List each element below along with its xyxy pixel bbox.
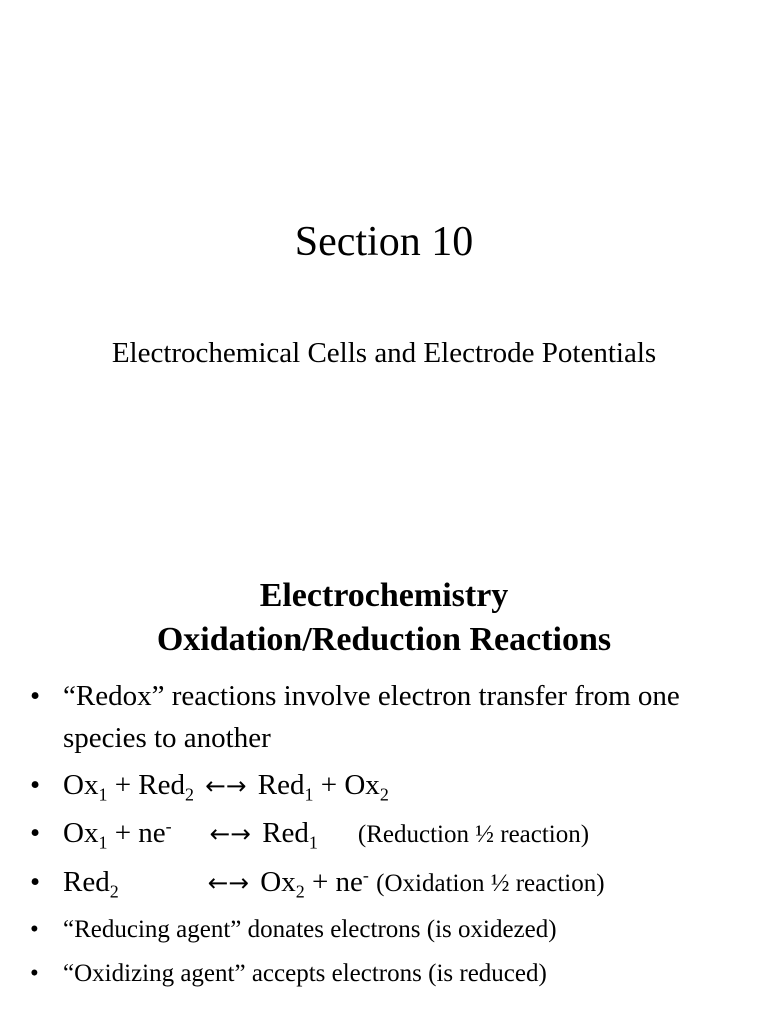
- subscript: 2: [185, 784, 194, 805]
- plus-sign: +: [107, 769, 139, 801]
- term-red: Red: [262, 817, 309, 849]
- slide-title-line-1: Electrochemistry: [259, 577, 509, 614]
- redox-equation: [63, 769, 389, 805]
- slide-title: [0, 574, 768, 662]
- subscript: 2: [109, 881, 119, 902]
- oxidation-equation: [63, 865, 605, 902]
- term-ox: Ox: [344, 769, 380, 801]
- plus-electrons: + ne: [107, 817, 166, 849]
- subscript: 1: [308, 832, 318, 853]
- section-title: Section 10: [294, 219, 474, 265]
- bullet-list: [30, 675, 750, 998]
- term-red: Red: [63, 866, 110, 898]
- equilibrium-arrow-icon: ←→: [209, 819, 251, 848]
- subscript: 1: [98, 784, 108, 805]
- bullet-oxidizing-agent: • “Oxidizing agent” accepts electrons (is reduced): [30, 954, 750, 993]
- superscript: -: [165, 816, 172, 837]
- equilibrium-arrow-icon: ←→: [207, 868, 249, 897]
- plus-sign: +: [313, 769, 345, 801]
- reaction-note: (Oxidation ½ reaction): [376, 870, 605, 897]
- term-ox: Ox: [63, 817, 99, 849]
- term-ox: Ox: [63, 769, 99, 801]
- bullet-oxidation-half-reaction: [30, 861, 750, 905]
- term-red: Red: [138, 769, 186, 801]
- subscript: 2: [295, 881, 305, 902]
- term-red: Red: [257, 769, 305, 801]
- bullet-redox-equation: [30, 764, 750, 807]
- slide-title-line-2: Oxidation/Reduction Reactions: [156, 621, 612, 658]
- subscript: 2: [379, 784, 389, 805]
- equilibrium-arrow-icon: ←→: [205, 771, 247, 800]
- slide-electrochemistry: [0, 512, 768, 1024]
- superscript: -: [362, 865, 369, 886]
- reduction-equation: [63, 816, 590, 853]
- subscript: 1: [304, 784, 314, 805]
- subscript: 1: [98, 832, 108, 853]
- section-subtitle: Electrochemical Cells and Electrode Potentials: [111, 337, 657, 369]
- bullet-reducing-agent: • “Reducing agent” donates electrons (is oxidezed): [30, 910, 750, 949]
- bullet-reduction-half-reaction: [30, 812, 750, 856]
- reaction-note: (Reduction ½ reaction): [357, 821, 590, 848]
- plus-electrons: + ne: [304, 866, 363, 898]
- term-ox: Ox: [260, 866, 296, 898]
- bullet-redox-definition: • “Redox” reactions involve electron transfer from one species to another: [30, 675, 750, 759]
